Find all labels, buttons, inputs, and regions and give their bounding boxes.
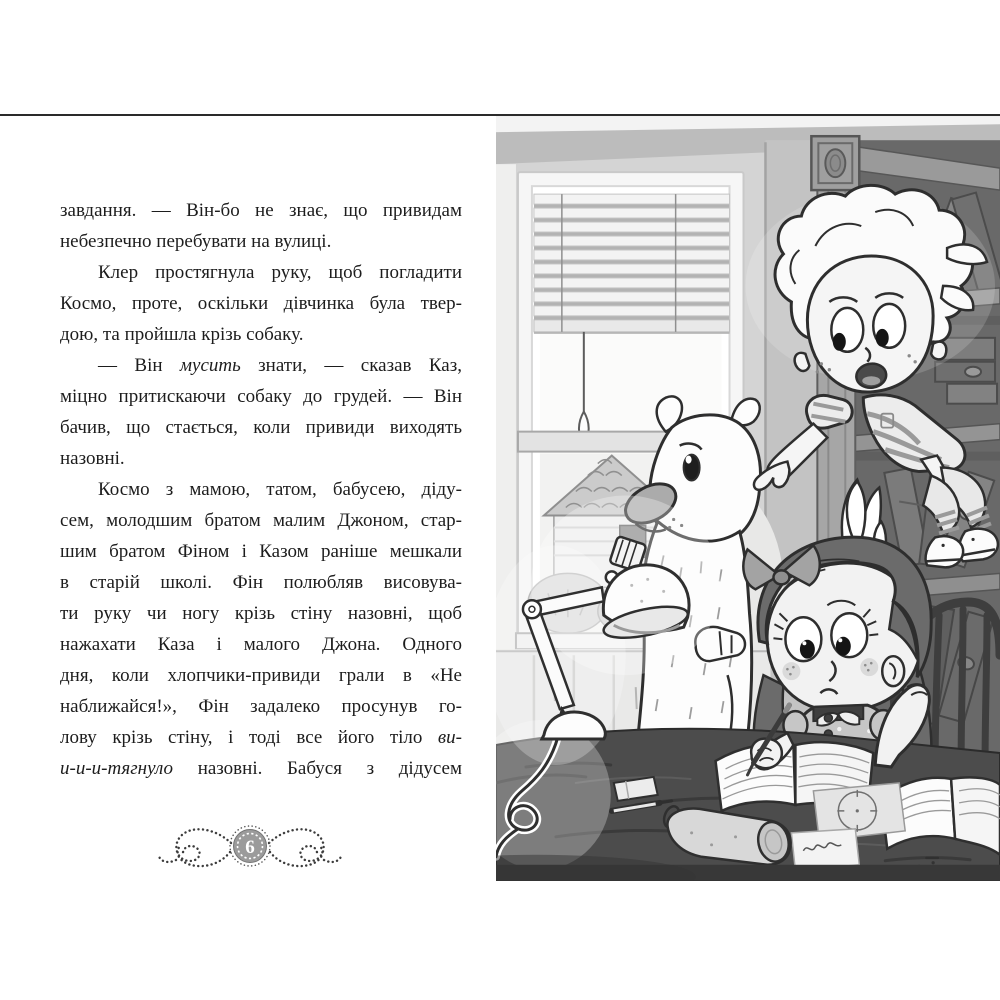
text-run: назовні. <box>60 448 125 469</box>
illustration-svg <box>496 116 1000 881</box>
text-run: бачив, що стається, коли привиди виходять <box>60 417 462 438</box>
page-number: 6 <box>245 837 255 858</box>
text-line <box>60 195 462 226</box>
text-run: — Він <box>98 355 180 376</box>
text-line <box>60 257 462 288</box>
ghost-boy-ear-right <box>931 342 946 360</box>
text-line <box>60 474 462 505</box>
page-number-badge <box>230 826 270 866</box>
text-run: в старій школі. Фін полюбляв висовува- <box>60 572 462 593</box>
text-line <box>60 629 462 660</box>
text-run: наближайся!», Фін задалеко просунув го- <box>60 696 462 717</box>
text-line <box>60 443 462 474</box>
text-line <box>60 567 462 598</box>
page-number-ornament <box>150 818 350 874</box>
text-run: дня, коли хлопчики-привиди грали в «Не <box>60 665 462 686</box>
text-run-italic: мусить <box>179 355 241 376</box>
text-run: Клер простягнула руку, щоб погладити <box>98 262 462 283</box>
text-line <box>60 753 462 784</box>
text-run: Космо з мамою, татом, бабусею, діду- <box>98 479 462 500</box>
flourish-left-icon <box>158 829 231 866</box>
ornament-svg <box>150 818 350 874</box>
scribble-paper <box>791 829 859 871</box>
girl-ear <box>882 656 904 686</box>
text-run: лову крізь стіну, і тоді все його тіло <box>60 727 438 748</box>
illustration <box>496 116 1000 881</box>
flourish-right-icon <box>269 829 342 866</box>
ghost-boy-ear-left <box>795 353 810 371</box>
text-line <box>60 288 462 319</box>
text-line <box>60 350 462 381</box>
text-run: завдання. — Він-бо не знає, що привидам <box>60 200 462 221</box>
text-line <box>60 691 462 722</box>
text-line <box>60 598 462 629</box>
text-run: небезпечно перебувати на вулиці. <box>60 231 332 252</box>
text-line <box>60 381 462 412</box>
text-run-italic: и-и-и-тягнуло <box>60 758 174 779</box>
text-line <box>60 226 462 257</box>
text-line <box>60 660 462 691</box>
text-run: Космо, проте, оскільки дівчинка була твер- <box>60 293 462 314</box>
text-column <box>60 195 462 784</box>
text-run: нажахати Каза і малого Джона. Одного <box>60 634 462 655</box>
text-line <box>60 505 462 536</box>
text-run: міцно притискаючи собаку до грудей. — Він <box>60 386 462 407</box>
text-run: сем, молодшим братом малим Джоном, стар- <box>60 510 462 531</box>
text-line <box>60 412 462 443</box>
text-run: ти руку чи ногу крізь стіну назовні, щоб <box>60 603 462 624</box>
ghost-boy-shoe <box>959 529 998 562</box>
text-line <box>60 536 462 567</box>
text-line <box>60 722 462 753</box>
text-run: назовні. Бабуся з дідусем <box>173 758 462 779</box>
text-run: знати, — сказав Каз, <box>240 355 462 376</box>
text-run: дою, та пройшла крізь собаку. <box>60 324 304 345</box>
text-run-italic: ви- <box>437 727 462 748</box>
text-run: шим братом Фіном і Казом раніше мешкали <box>60 541 462 562</box>
text-line <box>60 319 462 350</box>
ghost-boy-shoe-2 <box>926 536 964 567</box>
